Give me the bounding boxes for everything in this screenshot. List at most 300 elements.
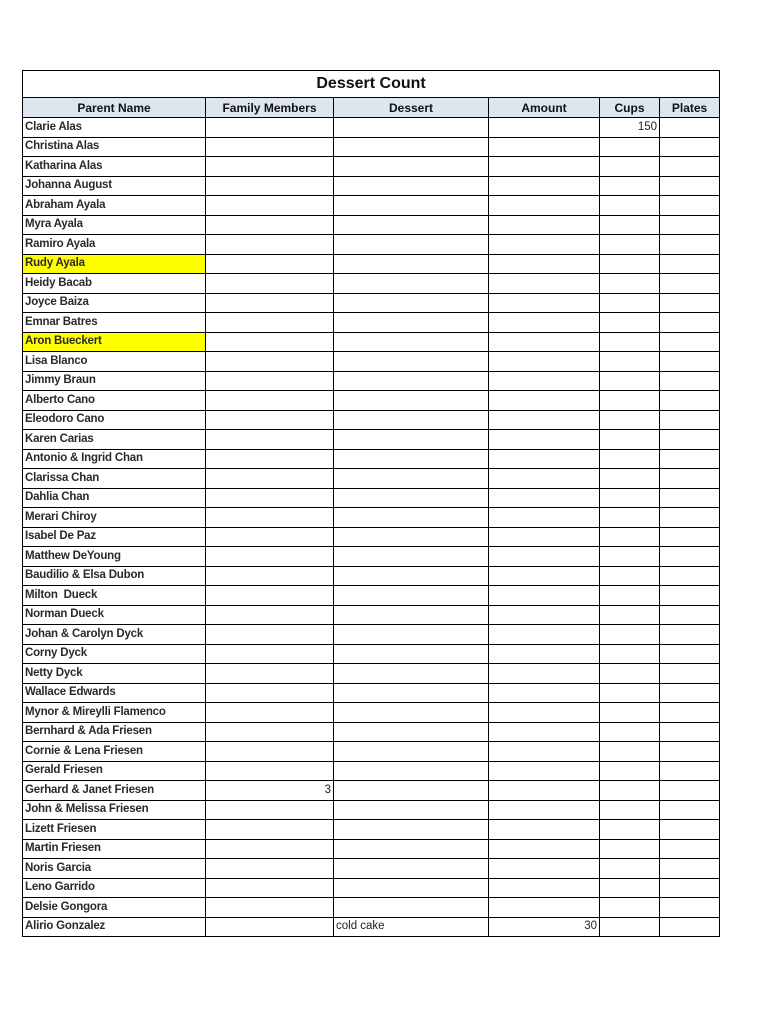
cell-family-members — [206, 469, 334, 489]
cell-family-members — [206, 683, 334, 703]
cell-plates — [660, 644, 720, 664]
cell-dessert — [334, 547, 489, 567]
cell-dessert — [334, 781, 489, 801]
cell-dessert — [334, 371, 489, 391]
cell-plates — [660, 410, 720, 430]
cell-plates — [660, 742, 720, 762]
cell-amount — [489, 781, 600, 801]
cell-family-members — [206, 215, 334, 235]
cell-cups — [600, 605, 660, 625]
cell-cups — [600, 157, 660, 177]
cell-dessert — [334, 625, 489, 645]
cell-family-members — [206, 859, 334, 879]
cell-cups — [600, 703, 660, 723]
cell-dessert — [334, 137, 489, 157]
column-header-amount: Amount — [489, 98, 600, 118]
cell-family-members — [206, 703, 334, 723]
cell-family-members — [206, 118, 334, 138]
table-row — [23, 917, 720, 937]
table-row — [23, 878, 720, 898]
table-row — [23, 898, 720, 918]
cell-dessert — [334, 683, 489, 703]
cell-amount — [489, 878, 600, 898]
cell-parent-name: Norman Dueck — [23, 605, 206, 625]
cell-plates — [660, 761, 720, 781]
table-title: Dessert Count — [23, 71, 720, 98]
cell-dessert — [334, 878, 489, 898]
table-body — [23, 118, 720, 937]
cell-dessert — [334, 176, 489, 196]
table-row — [23, 839, 720, 859]
cell-cups: 150 — [600, 118, 660, 138]
cell-amount — [489, 820, 600, 840]
cell-amount — [489, 176, 600, 196]
cell-parent-name: Clarissa Chan — [23, 469, 206, 489]
spreadsheet-sheet — [22, 70, 719, 937]
cell-family-members — [206, 839, 334, 859]
table-row — [23, 157, 720, 177]
cell-family-members — [206, 644, 334, 664]
cell-cups — [600, 410, 660, 430]
cell-cups — [600, 820, 660, 840]
cell-amount — [489, 488, 600, 508]
table-row — [23, 371, 720, 391]
cell-dessert — [334, 118, 489, 138]
cell-parent-name: Netty Dyck — [23, 664, 206, 684]
cell-parent-name: Heidy Bacab — [23, 274, 206, 294]
cell-family-members — [206, 488, 334, 508]
cell-amount — [489, 391, 600, 411]
cell-cups — [600, 527, 660, 547]
cell-amount — [489, 527, 600, 547]
cell-family-members — [206, 761, 334, 781]
cell-parent-name: Corny Dyck — [23, 644, 206, 664]
cell-parent-name: Gerhard & Janet Friesen — [23, 781, 206, 801]
cell-parent-name: John & Melissa Friesen — [23, 800, 206, 820]
cell-cups — [600, 332, 660, 352]
cell-parent-name: Ramiro Ayala — [23, 235, 206, 255]
cell-parent-name: Bernhard & Ada Friesen — [23, 722, 206, 742]
cell-plates — [660, 430, 720, 450]
cell-dessert — [334, 586, 489, 606]
cell-family-members — [206, 566, 334, 586]
table-row — [23, 761, 720, 781]
cell-cups — [600, 137, 660, 157]
cell-cups — [600, 625, 660, 645]
cell-family-members — [206, 878, 334, 898]
cell-plates — [660, 196, 720, 216]
cell-family-members — [206, 527, 334, 547]
cell-cups — [600, 722, 660, 742]
cell-amount — [489, 664, 600, 684]
header-row — [23, 98, 720, 118]
column-header-dessert: Dessert — [334, 98, 489, 118]
cell-plates — [660, 313, 720, 333]
cell-family-members — [206, 254, 334, 274]
table-row — [23, 469, 720, 489]
cell-dessert — [334, 313, 489, 333]
cell-dessert — [334, 820, 489, 840]
table-row — [23, 488, 720, 508]
cell-amount — [489, 800, 600, 820]
cell-family-members — [206, 391, 334, 411]
cell-parent-name: Leno Garrido — [23, 878, 206, 898]
cell-cups — [600, 800, 660, 820]
cell-dessert — [334, 391, 489, 411]
cell-cups — [600, 683, 660, 703]
cell-plates — [660, 566, 720, 586]
cell-parent-name: Lizett Friesen — [23, 820, 206, 840]
cell-dessert — [334, 742, 489, 762]
cell-amount — [489, 157, 600, 177]
cell-dessert — [334, 157, 489, 177]
cell-family-members — [206, 313, 334, 333]
cell-cups — [600, 293, 660, 313]
cell-family-members — [206, 586, 334, 606]
cell-amount — [489, 196, 600, 216]
table-row — [23, 683, 720, 703]
table-row — [23, 586, 720, 606]
cell-cups — [600, 781, 660, 801]
table-row — [23, 800, 720, 820]
cell-dessert — [334, 274, 489, 294]
cell-family-members — [206, 176, 334, 196]
cell-family-members — [206, 410, 334, 430]
cell-dessert — [334, 488, 489, 508]
cell-dessert — [334, 859, 489, 879]
cell-cups — [600, 235, 660, 255]
cell-cups — [600, 508, 660, 528]
cell-plates — [660, 352, 720, 372]
cell-amount — [489, 118, 600, 138]
table-row — [23, 664, 720, 684]
cell-plates — [660, 235, 720, 255]
cell-plates — [660, 508, 720, 528]
cell-parent-name: Isabel De Paz — [23, 527, 206, 547]
cell-parent-name: Merari Chiroy — [23, 508, 206, 528]
table-row — [23, 352, 720, 372]
cell-amount — [489, 703, 600, 723]
cell-cups — [600, 215, 660, 235]
table-row — [23, 625, 720, 645]
cell-cups — [600, 488, 660, 508]
cell-parent-name: Martin Friesen — [23, 839, 206, 859]
cell-cups — [600, 430, 660, 450]
table-row — [23, 703, 720, 723]
cell-parent-name: Baudilio & Elsa Dubon — [23, 566, 206, 586]
table-row — [23, 859, 720, 879]
cell-parent-name: Johan & Carolyn Dyck — [23, 625, 206, 645]
cell-plates — [660, 781, 720, 801]
cell-amount — [489, 742, 600, 762]
cell-parent-name: Cornie & Lena Friesen — [23, 742, 206, 762]
cell-amount — [489, 410, 600, 430]
cell-cups — [600, 839, 660, 859]
cell-plates — [660, 332, 720, 352]
cell-amount — [489, 625, 600, 645]
cell-parent-name: Abraham Ayala — [23, 196, 206, 216]
table-row — [23, 391, 720, 411]
cell-dessert — [334, 254, 489, 274]
cell-family-members — [206, 430, 334, 450]
cell-family-members — [206, 449, 334, 469]
cell-plates — [660, 820, 720, 840]
table-row — [23, 820, 720, 840]
table-row — [23, 215, 720, 235]
cell-plates — [660, 488, 720, 508]
cell-amount — [489, 839, 600, 859]
cell-parent-name: Wallace Edwards — [23, 683, 206, 703]
cell-plates — [660, 293, 720, 313]
table-row — [23, 430, 720, 450]
cell-plates — [660, 859, 720, 879]
column-header-family-members: Family Members — [206, 98, 334, 118]
cell-dessert — [334, 644, 489, 664]
cell-family-members: 3 — [206, 781, 334, 801]
cell-amount — [489, 683, 600, 703]
cell-plates — [660, 722, 720, 742]
cell-amount — [489, 293, 600, 313]
cell-parent-name: Noris Garcia — [23, 859, 206, 879]
cell-parent-name: Eleodoro Cano — [23, 410, 206, 430]
table-row — [23, 547, 720, 567]
cell-amount — [489, 722, 600, 742]
table-row — [23, 566, 720, 586]
cell-cups — [600, 742, 660, 762]
cell-amount — [489, 508, 600, 528]
cell-family-members — [206, 332, 334, 352]
cell-plates — [660, 157, 720, 177]
cell-plates — [660, 391, 720, 411]
table-row — [23, 527, 720, 547]
table-row — [23, 254, 720, 274]
cell-dessert — [334, 508, 489, 528]
cell-dessert — [334, 430, 489, 450]
cell-dessert — [334, 664, 489, 684]
cell-cups — [600, 761, 660, 781]
table-row — [23, 742, 720, 762]
cell-dessert — [334, 293, 489, 313]
cell-amount — [489, 644, 600, 664]
cell-plates — [660, 371, 720, 391]
column-header-plates: Plates — [660, 98, 720, 118]
cell-amount — [489, 586, 600, 606]
cell-plates — [660, 800, 720, 820]
cell-parent-name: Rudy Ayala — [23, 254, 206, 274]
cell-parent-name: Emnar Batres — [23, 313, 206, 333]
cell-cups — [600, 352, 660, 372]
cell-dessert — [334, 410, 489, 430]
table-row — [23, 410, 720, 430]
cell-parent-name: Gerald Friesen — [23, 761, 206, 781]
cell-plates — [660, 839, 720, 859]
cell-plates — [660, 703, 720, 723]
cell-family-members — [206, 274, 334, 294]
cell-dessert — [334, 527, 489, 547]
cell-parent-name: Mynor & Mireylli Flamenco — [23, 703, 206, 723]
cell-dessert — [334, 703, 489, 723]
cell-cups — [600, 547, 660, 567]
cell-plates — [660, 586, 720, 606]
cell-cups — [600, 859, 660, 879]
cell-cups — [600, 878, 660, 898]
cell-dessert — [334, 761, 489, 781]
cell-cups — [600, 469, 660, 489]
cell-dessert: cold cake — [334, 917, 489, 937]
cell-plates — [660, 449, 720, 469]
table-row — [23, 137, 720, 157]
table-row — [23, 313, 720, 333]
cell-plates — [660, 469, 720, 489]
table-row — [23, 235, 720, 255]
cell-parent-name: Aron Bueckert — [23, 332, 206, 352]
cell-cups — [600, 254, 660, 274]
cell-parent-name: Joyce Baiza — [23, 293, 206, 313]
cell-family-members — [206, 352, 334, 372]
cell-amount — [489, 137, 600, 157]
cell-amount — [489, 605, 600, 625]
cell-parent-name: Lisa Blanco — [23, 352, 206, 372]
cell-parent-name: Milton Dueck — [23, 586, 206, 606]
table-row — [23, 508, 720, 528]
cell-cups — [600, 274, 660, 294]
cell-amount — [489, 352, 600, 372]
cell-family-members — [206, 605, 334, 625]
cell-cups — [600, 566, 660, 586]
cell-cups — [600, 644, 660, 664]
cell-family-members — [206, 371, 334, 391]
cell-dessert — [334, 566, 489, 586]
cell-cups — [600, 898, 660, 918]
cell-parent-name: Clarie Alas — [23, 118, 206, 138]
cell-parent-name: Alberto Cano — [23, 391, 206, 411]
cell-dessert — [334, 469, 489, 489]
cell-amount — [489, 254, 600, 274]
table-row — [23, 332, 720, 352]
cell-plates — [660, 176, 720, 196]
cell-family-members — [206, 235, 334, 255]
cell-dessert — [334, 215, 489, 235]
cell-plates — [660, 274, 720, 294]
table-row — [23, 274, 720, 294]
cell-plates — [660, 898, 720, 918]
cell-family-members — [206, 898, 334, 918]
cell-parent-name: Alirio Gonzalez — [23, 917, 206, 937]
cell-plates — [660, 527, 720, 547]
cell-dessert — [334, 449, 489, 469]
cell-plates — [660, 664, 720, 684]
cell-parent-name: Karen Carias — [23, 430, 206, 450]
cell-family-members — [206, 625, 334, 645]
cell-cups — [600, 449, 660, 469]
cell-dessert — [334, 332, 489, 352]
table-row — [23, 781, 720, 801]
cell-parent-name: Johanna August — [23, 176, 206, 196]
cell-amount — [489, 547, 600, 567]
cell-family-members — [206, 293, 334, 313]
table-row — [23, 722, 720, 742]
cell-parent-name: Matthew DeYoung — [23, 547, 206, 567]
cell-amount: 30 — [489, 917, 600, 937]
cell-family-members — [206, 547, 334, 567]
cell-family-members — [206, 800, 334, 820]
cell-amount — [489, 859, 600, 879]
cell-amount — [489, 215, 600, 235]
cell-cups — [600, 917, 660, 937]
cell-family-members — [206, 742, 334, 762]
cell-plates — [660, 215, 720, 235]
cell-amount — [489, 898, 600, 918]
cell-amount — [489, 566, 600, 586]
cell-dessert — [334, 196, 489, 216]
cell-plates — [660, 605, 720, 625]
cell-dessert — [334, 839, 489, 859]
cell-dessert — [334, 898, 489, 918]
cell-parent-name: Myra Ayala — [23, 215, 206, 235]
cell-cups — [600, 391, 660, 411]
cell-amount — [489, 313, 600, 333]
cell-family-members — [206, 664, 334, 684]
cell-parent-name: Delsie Gongora — [23, 898, 206, 918]
cell-family-members — [206, 137, 334, 157]
cell-dessert — [334, 800, 489, 820]
cell-plates — [660, 625, 720, 645]
cell-amount — [489, 469, 600, 489]
cell-parent-name: Katharina Alas — [23, 157, 206, 177]
cell-cups — [600, 313, 660, 333]
cell-cups — [600, 196, 660, 216]
cell-family-members — [206, 722, 334, 742]
cell-parent-name: Christina Alas — [23, 137, 206, 157]
cell-cups — [600, 586, 660, 606]
cell-family-members — [206, 820, 334, 840]
cell-cups — [600, 664, 660, 684]
cell-parent-name: Jimmy Braun — [23, 371, 206, 391]
cell-amount — [489, 274, 600, 294]
dessert-count-table — [22, 70, 720, 937]
cell-cups — [600, 371, 660, 391]
cell-family-members — [206, 917, 334, 937]
cell-dessert — [334, 352, 489, 372]
cell-dessert — [334, 235, 489, 255]
cell-amount — [489, 449, 600, 469]
cell-cups — [600, 176, 660, 196]
cell-plates — [660, 878, 720, 898]
table-row — [23, 293, 720, 313]
cell-family-members — [206, 508, 334, 528]
cell-parent-name: Dahlia Chan — [23, 488, 206, 508]
column-header-parent-name: Parent Name — [23, 98, 206, 118]
column-header-cups: Cups — [600, 98, 660, 118]
cell-plates — [660, 118, 720, 138]
table-row — [23, 605, 720, 625]
cell-amount — [489, 430, 600, 450]
table-row — [23, 118, 720, 138]
table-row — [23, 196, 720, 216]
table-row — [23, 176, 720, 196]
cell-plates — [660, 137, 720, 157]
cell-family-members — [206, 157, 334, 177]
cell-dessert — [334, 605, 489, 625]
cell-plates — [660, 254, 720, 274]
cell-family-members — [206, 196, 334, 216]
table-row — [23, 644, 720, 664]
title-row — [23, 71, 720, 98]
cell-plates — [660, 547, 720, 567]
table-row — [23, 449, 720, 469]
cell-amount — [489, 761, 600, 781]
cell-amount — [489, 332, 600, 352]
